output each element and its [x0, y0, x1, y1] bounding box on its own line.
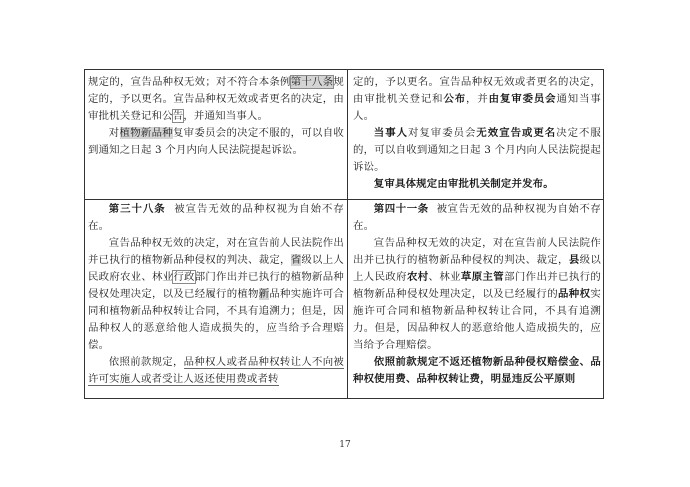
comparison-table	[84, 69, 604, 399]
old-paragraph: 规定的，宣告品种权无效；对不符合本条例第十八条规定的，予以更名。宣告品种权无效或者更名的决定，由审批机关登记和公告，并通知当事人。	[88, 76, 344, 122]
old-article: 第三十八条 被宣告无效的品种权视为自始不存在。	[88, 203, 344, 232]
old-paragraph: 对植物新品种复审委员会的决定不服的，可以自收到通知之日起 3 个月内向人民法院提起诉讼。	[88, 127, 344, 156]
article-number: 第三十八条	[108, 203, 166, 215]
row-divider	[85, 199, 603, 200]
new-paragraph: 当事人对复审委员会无效宣告或更名决定不服的，可以自收到通知之日起 3 个月内向人民法院提起诉讼。	[353, 127, 601, 173]
old-paragraph: 依照前款规定，品种权人或者品种权转让人不向被许可实施人或者受让人返还使用费或者转	[88, 356, 344, 385]
new-text-cell-top	[353, 74, 601, 198]
column-divider	[347, 70, 348, 398]
new-paragraph: 定的，予以更名。宣告品种权无效或者更名的决定，由审批机关登记和公布，并由复审委员会通知当事人。	[353, 76, 601, 122]
new-paragraph: 依照前款规定不返还植物新品种侵权赔偿金、品种权使用费、品种权转让费，明显违反公平原则	[353, 356, 601, 385]
new-paragraph: 宣告品种权无效的决定，对在宣告前人民法院作出并已执行的植物新品种侵权的判决、裁定，县级以上人民政府农村、林业草原主管部门作出并已执行的植物新品种侵权处理决定，以及已经履行的品种权实施许可合同和植物新品种权转让合同，不具有追溯力。但是，因品种权人的恶意给他人造成损失的，应当给予合理赔偿。	[353, 237, 601, 351]
old-text-cell-bottom	[88, 201, 344, 398]
old-text-cell-top	[88, 74, 344, 198]
page-number: 17	[339, 440, 351, 450]
new-paragraph: 复审具体规定由审批机关制定并发布。	[373, 178, 554, 190]
new-article: 第四十一条 被宣告无效的品种权视为自始不存在。	[353, 203, 601, 232]
old-paragraph: 宣告品种权无效的决定，对在宣告前人民法院作出并已执行的植物新品种侵权的判决、裁定，省级以上人民政府农业、林业行政部门作出并已执行的植物新品种侵权处理决定，以及已经履行的植物新品种实施许可合同和植物新品种权转让合同，不具有追溯力；但是，因品种权人的恶意给他人造成损失的，应当给予合理赔偿。	[88, 237, 344, 351]
new-text-cell-bottom	[353, 201, 601, 398]
article-number: 第四十一条	[373, 203, 429, 215]
